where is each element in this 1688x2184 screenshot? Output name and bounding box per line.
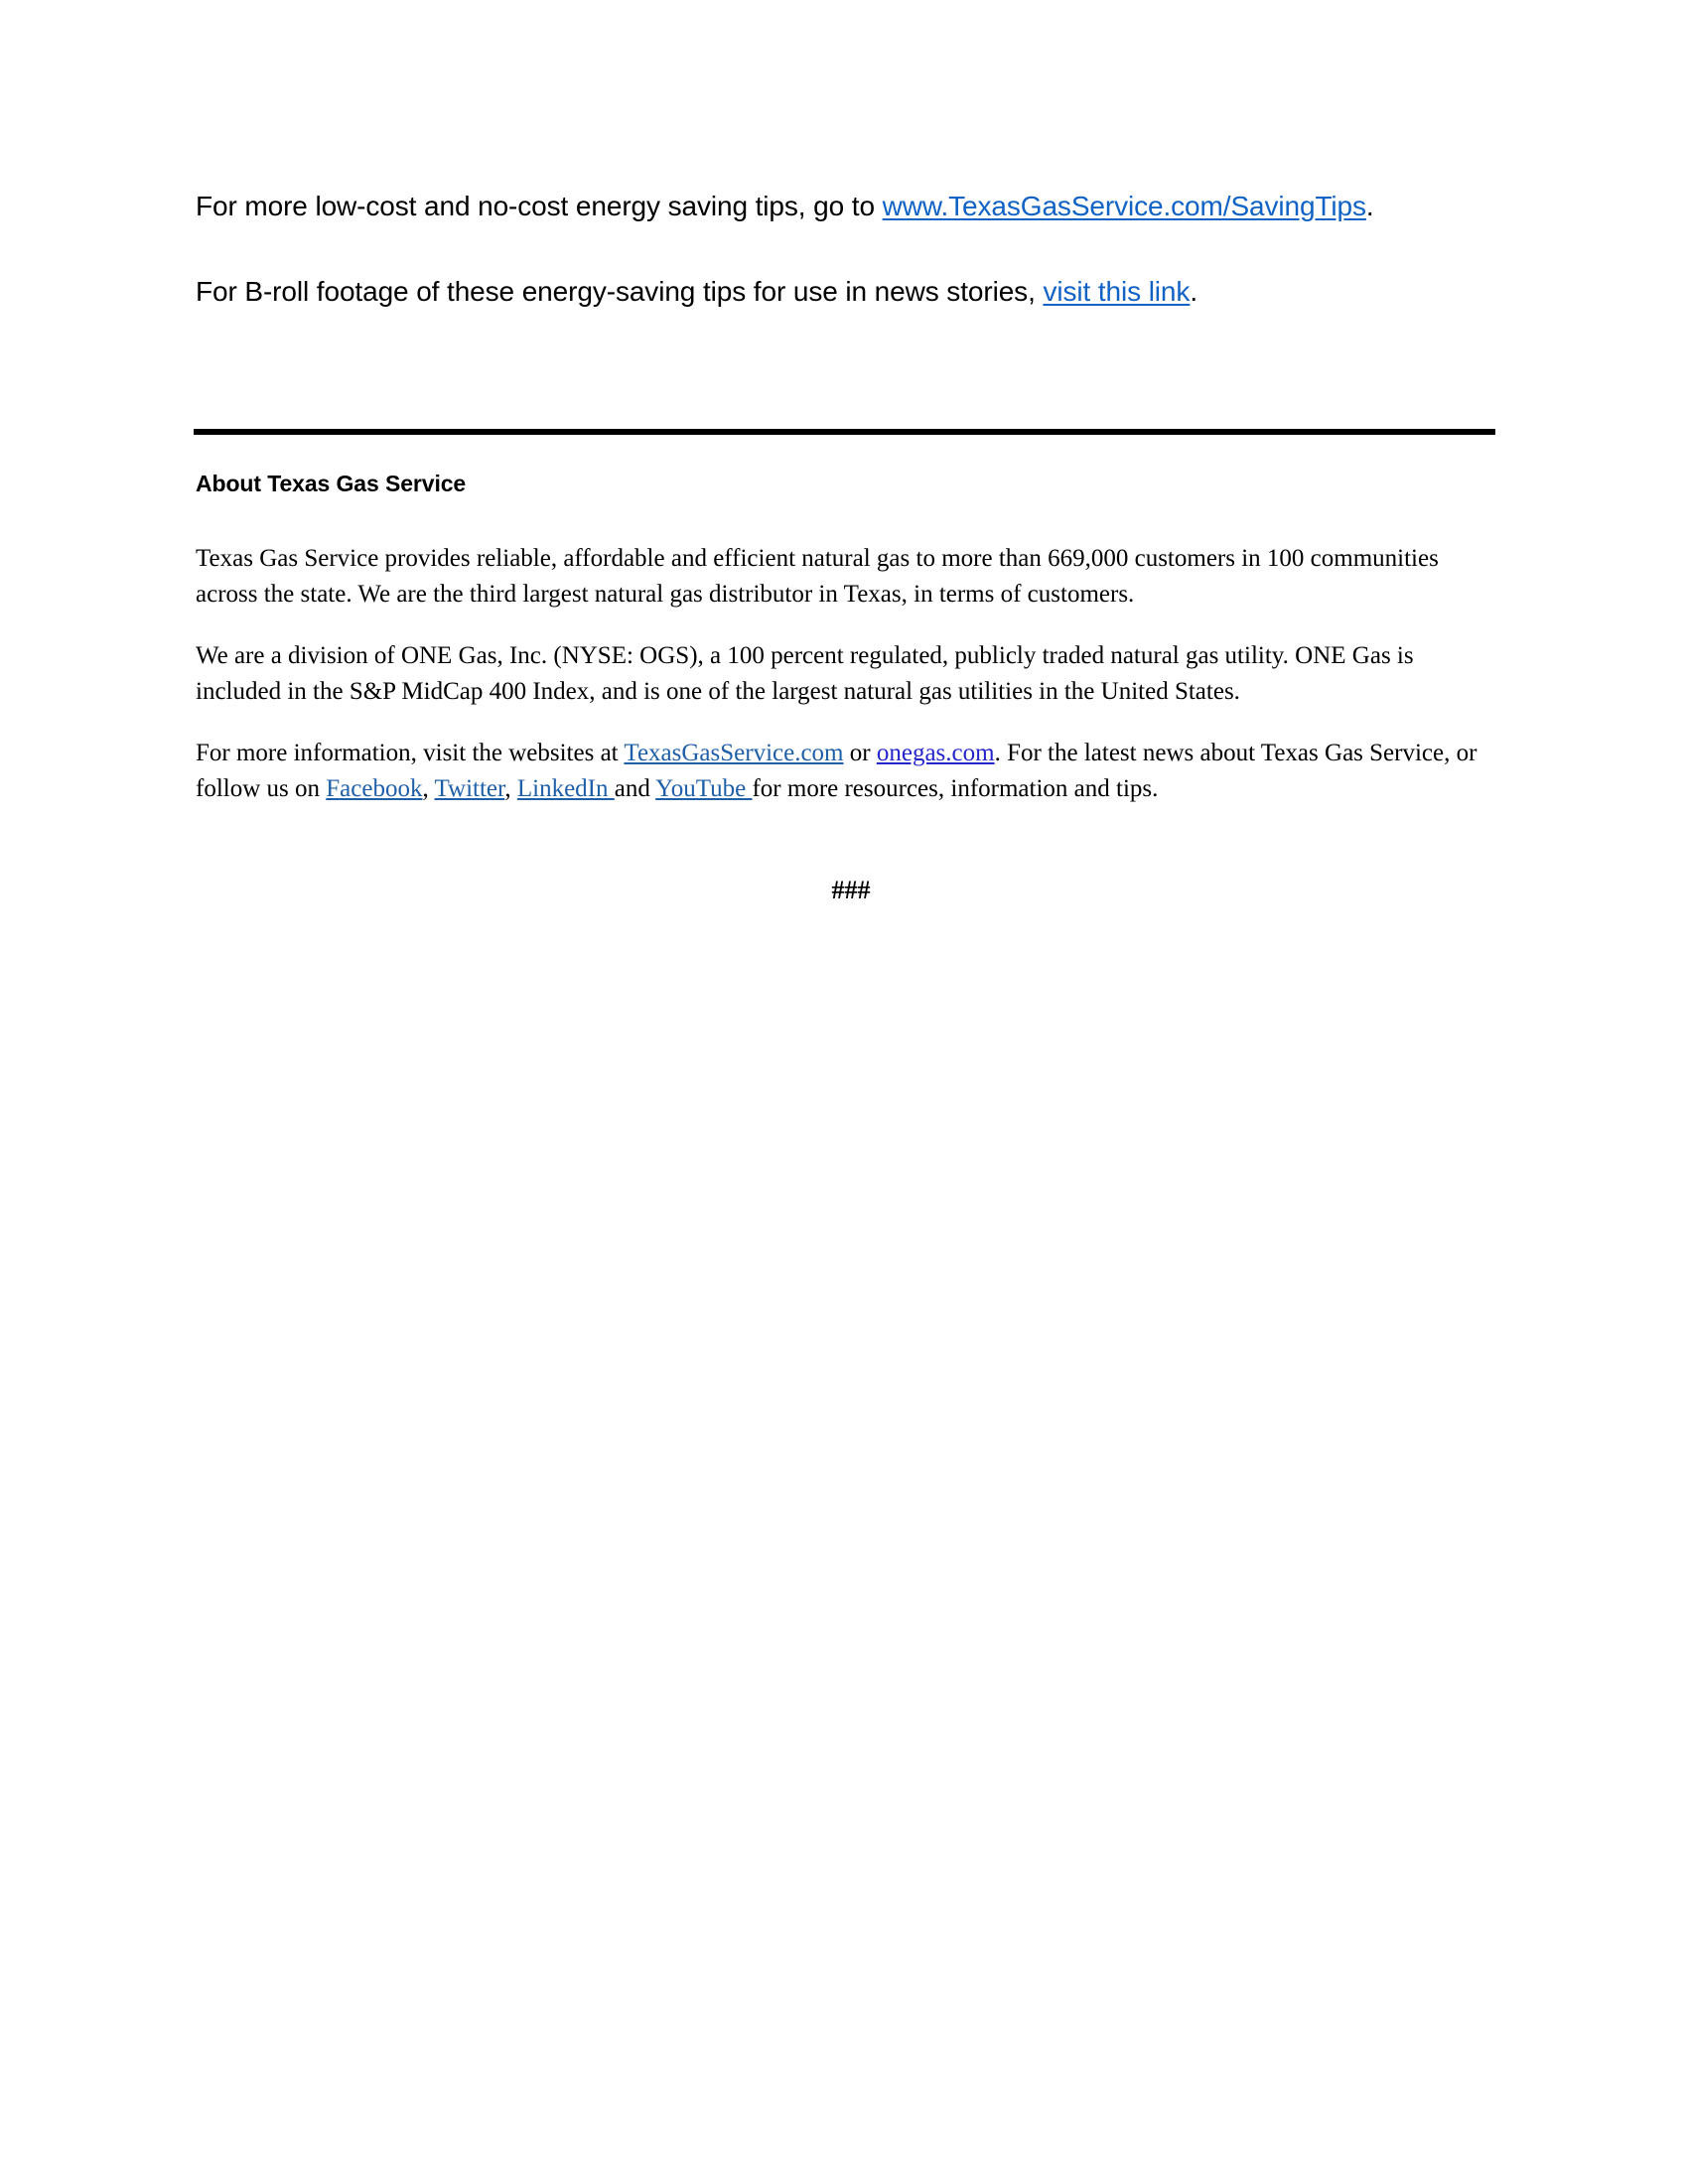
broll-visit-this-link[interactable]: visit this link	[1043, 276, 1191, 307]
facebook-link[interactable]: Facebook	[326, 775, 423, 802]
youtube-link[interactable]: YouTube	[655, 775, 753, 802]
twitter-link[interactable]: Twitter	[434, 775, 505, 802]
linkedin-link[interactable]: LinkedIn	[516, 775, 615, 802]
horizontal-divider	[194, 429, 1495, 435]
about-p3-text-4: ,	[422, 775, 435, 802]
about-paragraph-2: We are a division of ONE Gas, Inc. (NYSE: OGS), a 100 percent regulated, publicly traded natural gas utility. ONE Gas is included in the S&P MidCap 400 Index, and is one of the largest natural gas utilities in the United States.	[196, 642, 1414, 705]
intro-line2-period: .	[1190, 276, 1197, 307]
intro-spacer	[196, 227, 1506, 270]
about-p3-text-3: . For the latest news about Texas Gas Service, or follow us on	[196, 740, 1477, 802]
intro-block	[196, 185, 1506, 313]
intro-paragraph-broll	[196, 270, 1506, 313]
texasgasservice-link[interactable]: TexasGasService.com	[624, 740, 844, 766]
about-paragraph-1: Texas Gas Service provides reliable, affordable and efficient natural gas to more than 669,000 customers in 100 communities across the state. We are the third largest natural gas distributor in Texas, in terms of customers.	[196, 545, 1439, 608]
intro-line1-period: .	[1365, 191, 1374, 221]
intro-line2-text: For B-roll footage of these energy-saving tips for use in news stories,	[196, 276, 1044, 307]
about-body	[196, 541, 1494, 807]
about-p3-text-5: ,	[504, 775, 517, 802]
savingtips-link[interactable]: www.TexasGasService.com/SavingTips	[882, 191, 1366, 221]
onegas-link[interactable]: onegas.com	[876, 740, 995, 766]
about-paragraph-3	[196, 736, 1494, 807]
about-p3-text-6: and	[614, 775, 656, 802]
intro-line1-text: For more low-cost and no-cost energy saving tips, go to	[196, 191, 883, 221]
end-marker-text: ###	[831, 876, 871, 904]
about-p3-text-1: For more information, visit the websites at	[196, 740, 625, 766]
about-section-heading: About Texas Gas Service	[196, 471, 467, 496]
intro-paragraph-saving-tips	[196, 185, 1506, 227]
end-of-release-marker	[0, 876, 1688, 905]
about-p3-text-7: for more resources, information and tips.	[752, 775, 1159, 802]
about-p3-text-2: or	[843, 740, 877, 766]
